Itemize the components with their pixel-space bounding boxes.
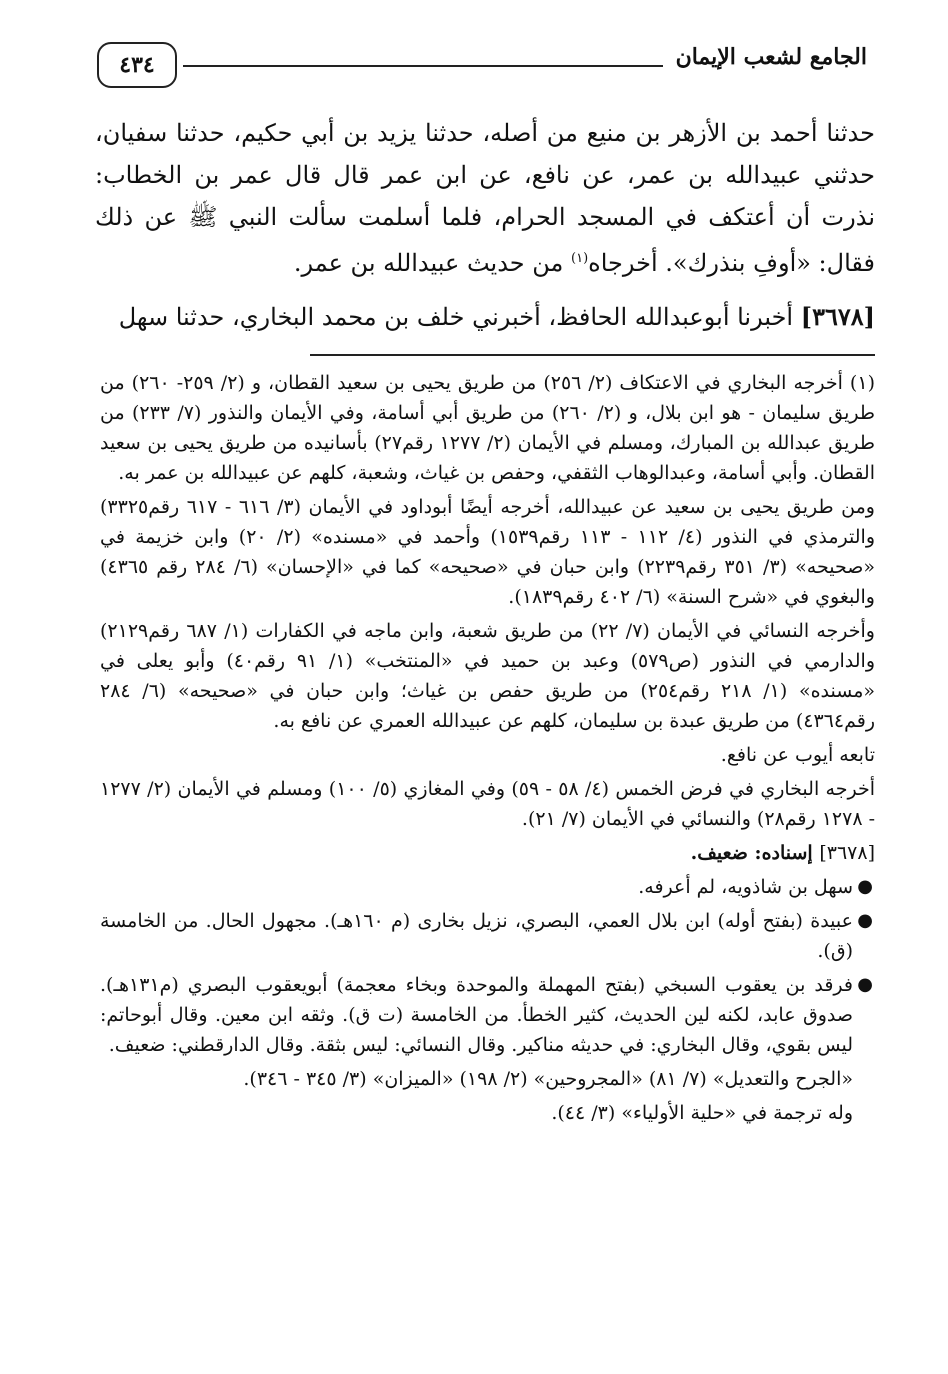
main-text [95, 112, 875, 350]
narrator-note: سهل بن شاذويه، لم أعرفه. [638, 876, 853, 898]
header-rule [183, 65, 663, 67]
hadith-number: [٣٦٧٨] [800, 302, 875, 331]
narrator-note: فرقد بن يعقوب السبخي (بفتح المهملة والموحدة وبخاء معجمة) أبويعقوب البصري (م١٣١هـ). صدوق عابد، لكنه لين الحديث، كثير الخطأ. من الخامسة (ت ق). وثقه ابن معين. وقال أبوحاتم: ليس بقوي، وقال البخاري: في حديثه مناكير. وقال النسائي: ليس بثقة. وقال الدارقطني: ضعيف. [100, 974, 853, 1056]
page-number: ٤٣٤ [97, 42, 177, 88]
list-item [100, 872, 875, 902]
hadith-text: حدثنا أحمد بن الأزهر بن منيع من أصله، حدثنا يزيد بن أبي حكيم، حدثنا سفيان، حدثني عبيدالله بن عمر، عن نافع، عن ابن عمر قال قال عمر بن الخطاب: نذرت أن أعتكف في المسجد الحرام، فلما أسلمت سألت النبي ﷺ عن ذلك فقال: «أوفِ بنذرك». أخرجاه [95, 119, 875, 277]
isnad-label: إسناده: [747, 842, 820, 864]
isnad-number: [٣٦٧٨] [819, 842, 875, 864]
footnote-separator [310, 354, 875, 356]
footnote: ومن طريق يحيى بن سعيد عن عبيدالله، أخرجه أيضًا أبوداود في الأيمان (٣/ ٦١٦ - ٦١٧ رقم٣٣٢٥) والترمذي في النذور (٤/ ١١٢ - ١١٣ رقم١٥٣٩) وأحمد في «مسنده» (٢/ ٢٠) وابن خزيمة في «صحيحه» (٣/ ٣٥١ رقم٢٢٣٩) وابن حبان في «صحيحه» كما في «الإحسان» (٦/ ٢٨٤ رقم ٤٣٦٥) والبغوي في «شرح السنة» (٦/ ٤٠٢ رقم١٨٣٩). [100, 496, 876, 608]
reference-line: وله ترجمة في «حلية الأولياء» (٣/ ٤٤). [551, 1102, 853, 1124]
list-item [100, 906, 875, 966]
footnotes [100, 368, 875, 1132]
book-title: الجامع لشعب الإيمان [675, 44, 867, 70]
isnad-line [100, 838, 875, 868]
narrator-list [100, 872, 875, 1060]
footnote: تابعه أيوب عن نافع. [720, 744, 875, 766]
footnote: وأخرجه النسائي في الأيمان (٧/ ٢٢) من طريق شعبة، وابن ماجه في الكفارات (١/ ٦٨٧ رقم٢١٢٩) والدارمي في النذور (ص٥٧٩) وعبد بن حميد في «المنتخب» (١/ ٩١ رقم٤٠) وأبو يعلى في «مسنده» (١/ ٢١٨ رقم٢٥٤) من طريق حفص بن غياث؛ وابن حبان في «صحيحه» (٦/ ٢٨٤ رقم٤٣٦٤) من طريق عبدة بن سليمان، كلهم عن عبيدالله العمري عن نافع به. [100, 620, 875, 732]
bullet-icon: ● [857, 974, 873, 995]
narrator-note: عبيدة (بفتح أوله) ابن بلال العمي، البصري، نزيل بخارى (م ١٦٠هـ). مجهول الحال. من الخامسة (ق). [100, 910, 853, 962]
bullet-icon: ● [857, 910, 873, 931]
reference-line: «الجرح والتعديل» (٧/ ٨١) «المجروحين» (٢/ ١٩٨) «الميزان» (٣/ ٣٤٥ - ٣٤٦). [243, 1068, 853, 1090]
bullet-icon: ● [857, 876, 873, 897]
main-paragraph [95, 296, 875, 338]
page-header [95, 38, 875, 98]
footnote: أخرجه البخاري في فرض الخمس (٤/ ٥٨ - ٥٩) وفي المغازي (٥/ ١٠٠) ومسلم في الأيمان (٢/ ١٢٧٧ - ١٢٧٨ رقم٢٨) والنسائي في الأيمان (٧/ ٢١). [100, 778, 875, 830]
footnote: (١) أخرجه البخاري في الاعتكاف (٢/ ٢٥٦) من طريق يحيى بن سعيد القطان، و (٢/ ٢٥٩- ٢٦٠) من طريق سليمان - هو ابن بلال، و (٢/ ٢٦٠) من طريق أبي أسامة، وفي الأيمان والنذور (٧/ ٢٣٣) من طريق عبدالله بن المبارك، ومسلم في الأيمان (٢/ ١٢٧٧ رقم٢٧) بأسانيده من طريق يحيى بن سعيد القطان. وأبي أسامة، وعبدالوهاب الثقفي، وحفص بن غياث، وشعبة، كلهم عن عبيدالله بن عمر به. [100, 372, 875, 484]
footnote-ref: (١) [571, 251, 589, 266]
list-item [100, 970, 875, 1060]
hadith-text-tail: من حديث عبيدالله بن عمر. [293, 249, 572, 277]
hadith-text: أخبرنا أبوعبدالله الحافظ، أخبرني خلف بن محمد البخاري، حدثنا سهل [118, 303, 801, 331]
isnad-grade: ضعيف. [690, 842, 748, 864]
main-paragraph [95, 112, 875, 284]
